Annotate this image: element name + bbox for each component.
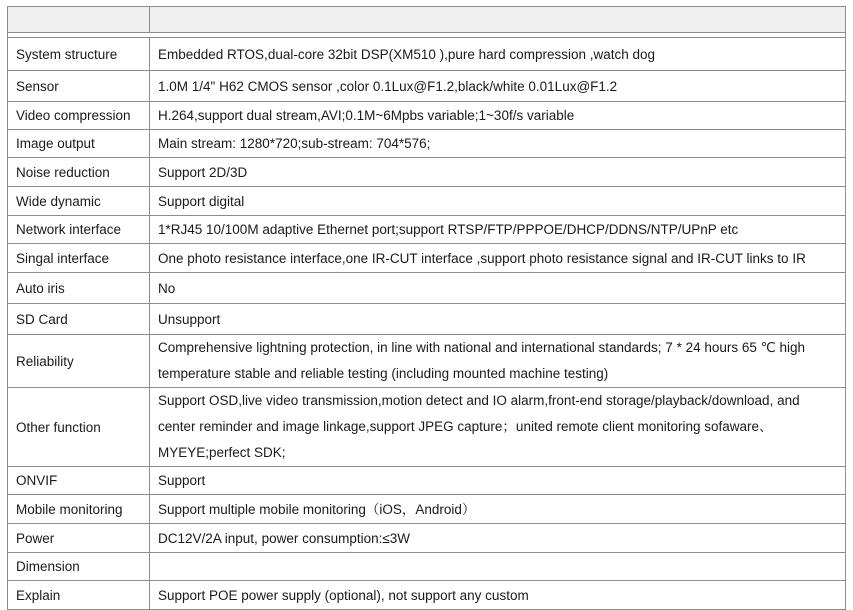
table-row xyxy=(8,102,846,130)
row-label: System structure xyxy=(8,38,150,71)
row-value: Comprehensive lightning protection, in line with national and international standards; 7 * 24 hours 65 ℃ high temperature stable and reliable testing (including mounted machine testing) xyxy=(150,335,846,388)
row-value: Support OSD,live video transmission,motion detect and IO alarm,front-end storage/playback/download, and center reminder and image linkage,support JPEG capture；united remote client monitoring sofaware、MYEYE;perfect SDK; xyxy=(150,388,846,467)
table-row xyxy=(8,467,846,495)
row-label: Noise reduction xyxy=(8,158,150,187)
row-label: Other function xyxy=(8,388,150,467)
row-label: Dimension xyxy=(8,553,150,581)
row-label: Network interface xyxy=(8,216,150,244)
table-row xyxy=(8,38,846,71)
row-label: Wide dynamic xyxy=(8,187,150,216)
row-value: Support xyxy=(150,467,846,495)
row-value xyxy=(150,553,846,581)
table-row xyxy=(8,581,846,610)
table-row xyxy=(8,130,846,158)
table-row xyxy=(8,553,846,581)
table-row xyxy=(8,524,846,553)
table-row xyxy=(8,216,846,244)
header-cell-key xyxy=(8,7,150,33)
row-value: 1*RJ45 10/100M adaptive Ethernet port;support RTSP/FTP/PPPOE/DHCP/DDNS/NTP/UPnP etc xyxy=(150,216,846,244)
table-row xyxy=(8,273,846,304)
row-value: Support POE power supply (optional), not support any custom xyxy=(150,581,846,610)
row-value: Support 2D/3D xyxy=(150,158,846,187)
row-value: Main stream: 1280*720;sub-stream: 704*576; xyxy=(150,130,846,158)
row-label: Mobile monitoring xyxy=(8,495,150,524)
table-row xyxy=(8,158,846,187)
table-row xyxy=(8,244,846,273)
header-cell-value xyxy=(150,7,846,33)
row-label: ONVIF xyxy=(8,467,150,495)
row-value: No xyxy=(150,273,846,304)
row-value: 1.0M 1/4" H62 CMOS sensor ,color 0.1Lux@F1.2,black/white 0.01Lux@F1.2 xyxy=(150,71,846,102)
row-value: DC12V/2A input, power consumption:≤3W xyxy=(150,524,846,553)
row-label: Auto iris xyxy=(8,273,150,304)
row-label: Sensor xyxy=(8,71,150,102)
row-label: Power xyxy=(8,524,150,553)
spec-table xyxy=(7,6,846,610)
row-label: SD Card xyxy=(8,304,150,335)
table-header-row xyxy=(8,7,846,33)
table-row xyxy=(8,187,846,216)
table-row xyxy=(8,71,846,102)
row-label: Singal interface xyxy=(8,244,150,273)
row-value: One photo resistance interface,one IR-CUT interface ,support photo resistance signal and IR-CUT links to IR xyxy=(150,244,846,273)
row-value: H.264,support dual stream,AVI;0.1M~6Mpbs variable;1~30f/s variable xyxy=(150,102,846,130)
row-label: Video compression xyxy=(8,102,150,130)
table-row xyxy=(8,335,846,388)
row-label: Image output xyxy=(8,130,150,158)
table-row xyxy=(8,304,846,335)
row-value: Support multiple mobile monitoring（iOS，Android） xyxy=(150,495,846,524)
table-row xyxy=(8,495,846,524)
row-label: Reliability xyxy=(8,335,150,388)
row-value: Embedded RTOS,dual-core 32bit DSP(XM510 ),pure hard compression ,watch dog xyxy=(150,38,846,71)
row-value: Unsupport xyxy=(150,304,846,335)
row-label: Explain xyxy=(8,581,150,610)
row-value: Support digital xyxy=(150,187,846,216)
table-row xyxy=(8,388,846,467)
